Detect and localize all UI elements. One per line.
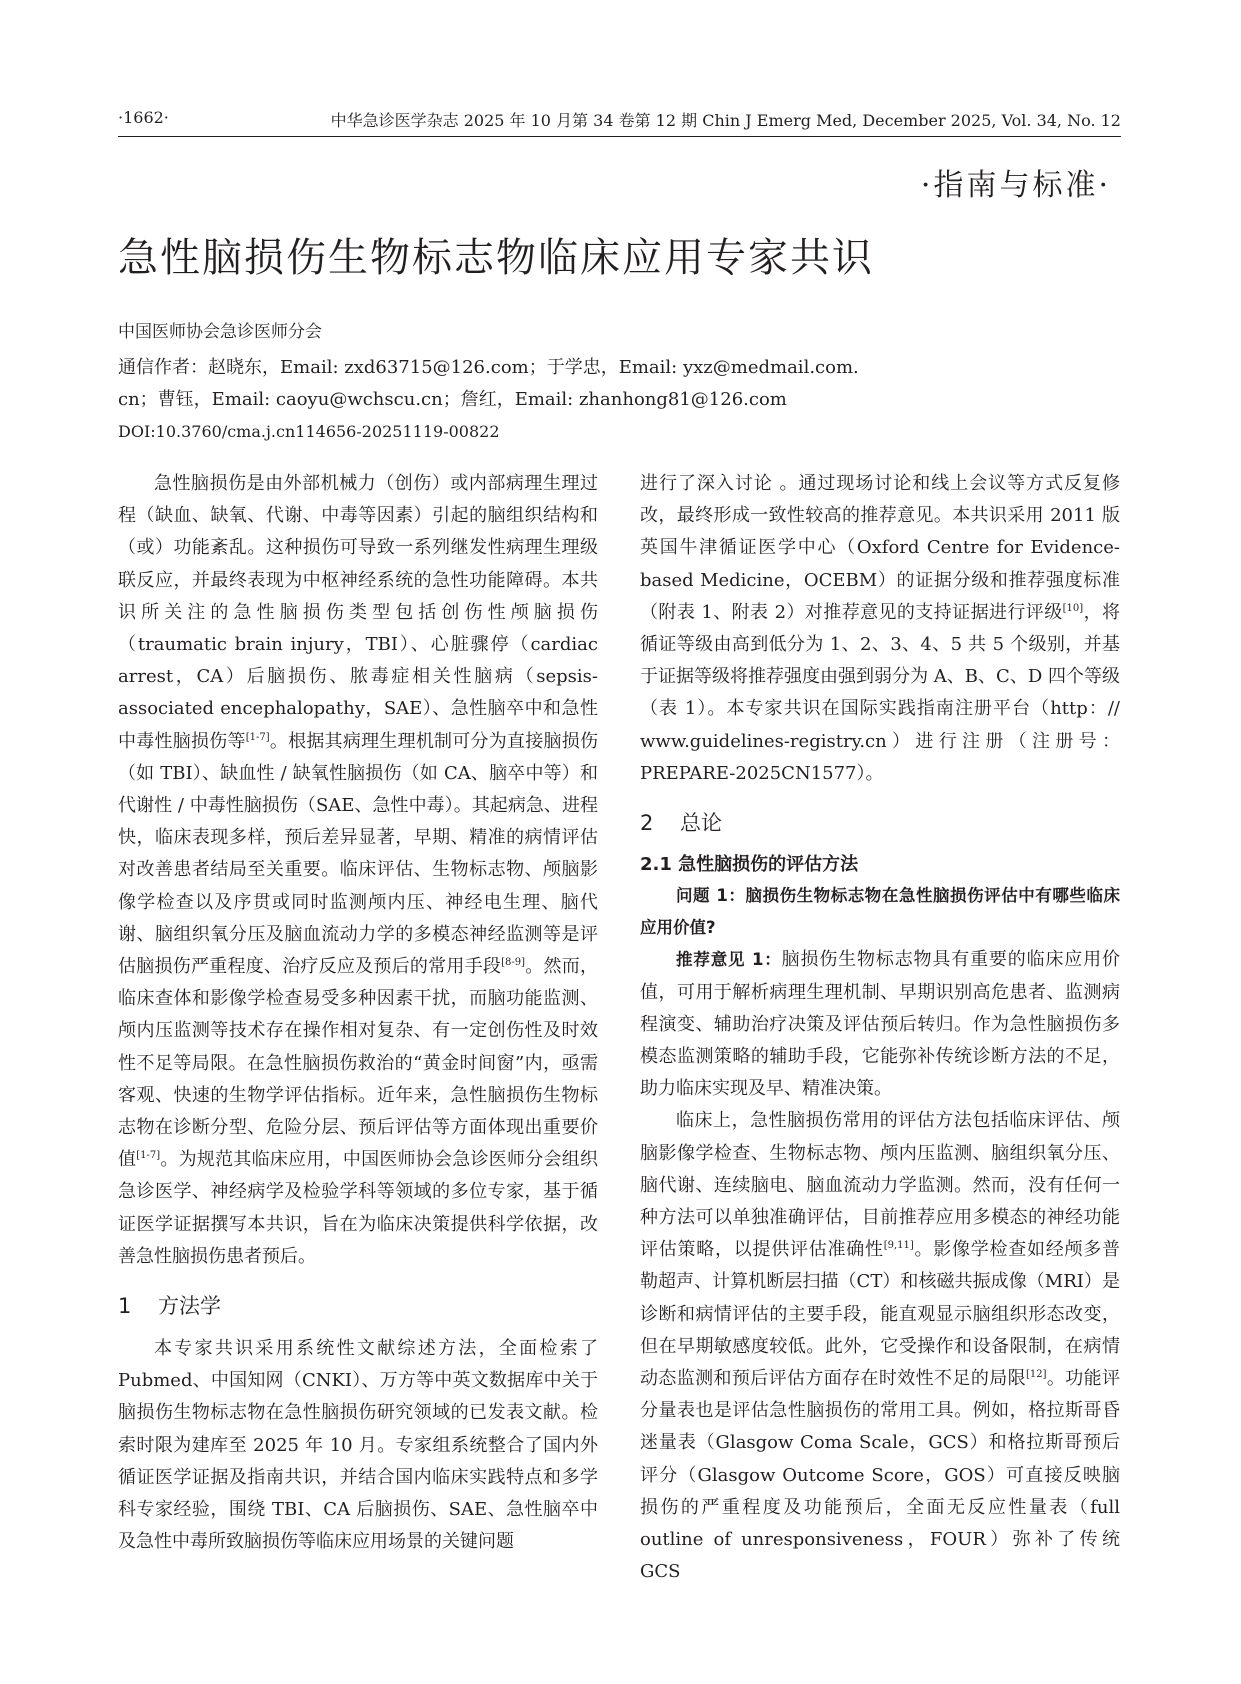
doi[interactable]: DOI:10.3760/cma.j.cn114656-20251119-00822 <box>118 422 500 441</box>
subsection-heading: 2.1 急性脑损伤的评估方法 <box>640 854 859 876</box>
clinical-text-b: 。影像学检查如经颅多普勒超声、计算机断层扫描（CT）和核磁共振成像（MRI）是诊断和病情评估的主要手段，能直观显示脑组织形态改变，但在早期敏感度较低。此外，它受操作和设备限制，在病情动态监测和预后评估方面存在时效性不足的局限 <box>640 1239 1121 1390</box>
intro-text-a: 急性脑损伤是由外部机械力（创伤）或内部病理生理过程（缺血、缺氧、代谢、中毒等因素）引起的脑组织结构和（或）功能紊乱。这种损伤可导致一系列继发性病理生理级联反应，并最终表现为中枢神经系统的急性功能障碍。本共识所关注的急性脑损伤类型包括创伤性颅脑损伤（traumatic brain injury，TBI）、心脏骤停（cardiac arrest，CA）后脑损伤、脓毒症相关性脑病（sepsis-associated encephalopathy，SAE）、急性脑卒中和急性中毒性脑损伤等 <box>118 473 598 752</box>
journal-header: 中华急诊医学杂志 2025 年 10 月第 34 卷第 12 期 Chin J Emerg Med, December 2025, Vol. 34, No. 12 <box>330 111 1121 130</box>
author-organization: 中国医师协会急诊医师分会 <box>118 322 322 342</box>
right-column <box>640 468 1120 1589</box>
author-block <box>118 316 1121 448</box>
intro-paragraph <box>118 468 598 1273</box>
citation[interactable]: [9,11] <box>883 1240 914 1252</box>
clinical-text-c: 。功能评分量表也是评估急性脑损伤的常用工具。例如，格拉斯哥昏迷量表（Glasgow Coma Scale，GCS）和格拉斯哥预后评分（Glasgow Outcome Score，GOS）可直接反映脑损伤的严重程度及功能预后，全面无反应性量表（full outline of unresponsiveness，FOUR）弥补了传统 GCS <box>640 1368 1120 1583</box>
question-text: 问题 1：脑损伤生物标志物在急性脑损伤评估中有哪些临床应用价值? <box>640 886 1120 938</box>
intro-text-d: 。为规范其临床应用，中国医师协会急诊医师分会组织急诊医学、神经病学及检验学科等领域的多位专家，基于循证医学证据撰写本共识，旨在为临床决策提供科学依据，改善急性脑损伤患者预后。 <box>118 1149 599 1267</box>
recommendation-text: 脑损伤生物标志物具有重要的临床应用价值，可用于解析病理生理机制、早期识别高危患者、监测病程演变、辅助治疗决策及评估预后转归。作为急性脑损伤多模态监测策略的辅助手段，它能弥补传统诊断方法的不足，助力临床实现及早、精准决策。 <box>640 949 1120 1100</box>
section-heading-overview <box>640 808 1120 838</box>
citation[interactable]: [12] <box>1025 1369 1047 1381</box>
methods-paragraph: 本专家共识采用系统性文献综述方法，全面检索了 Pubmed、中国知网（CNKI）、万方等中英文数据库中关于脑损伤生物标志物在急性脑损伤研究领域的已发表文献。检索时限为建库至 2025 年 10 月。专家组系统整合了国内外循证医学证据及指南共识，并结合国内临床实践特点和多学科专家经验，围绕 TBI、CA 后脑损伤、SAE、急性脑卒中及急性中毒所致脑损伤等临床应用场景的关键问题 <box>118 1338 598 1553</box>
header-rule <box>118 136 1121 137</box>
citation[interactable]: [1-7] <box>136 1150 161 1162</box>
intro-text-c: 。然而，临床查体和影像学检查易受多种因素干扰，而脑功能监测、颅内压监测等技术存在操作相对复杂、有一定创伤性及时效性不足等局限。在急性脑损伤救治的“黄金时间窗”内，亟需客观、快速的生物学评估指标。近年来，急性脑损伤生物标志物在诊断分型、危险分层、预后评估等方面体现出重要价值 <box>118 956 599 1171</box>
left-column <box>118 468 598 1559</box>
section-number: 1 <box>118 1294 132 1319</box>
recommendation-label: 推荐意见 1： <box>676 950 782 970</box>
article-title: 急性脑损伤生物标志物临床应用专家共识 <box>118 235 874 281</box>
correspondence-line-2: cn；曹钰，Email: caoyu@wchscu.cn；詹红，Email: zhanhong81@126.com <box>118 389 787 410</box>
methods-paragraph-continued <box>640 468 1120 790</box>
column-label: ·指南与标准· <box>920 168 1111 203</box>
question-1 <box>640 880 1120 944</box>
section-title: 方法学 <box>158 1294 221 1319</box>
intro-text-b: 。根据其病理生理机制可分为直接脑损伤（如 TBI）、缺血性 / 缺氧性脑损伤（如 CA、脑卒中等）和代谢性 / 中毒性脑损伤（SAE、急性中毒）。其起病急、进程快，临床表现多样，预后差异显著，早期、精准的病情评估对改善患者结局至关重要。临床评估、生物标志物、颅脑影像学检查以及序贯或同时监测颅内压、神经电生理、脑代谢、脑组织氧分压及脑血流动力学的多模态神经监测等是评估脑损伤严重程度、治疗反应及预后的常用手段 <box>118 730 599 978</box>
clinical-text-a: 临床上，急性脑损伤常用的评估方法包括临床评估、颅脑影像学检查、生物标志物、颅内压监测、脑组织氧分压、脑代谢、连续脑电、脑血流动力学监测。然而，没有任何一种方法可以单独准确评估，目前推荐应用多模态的神经功能评估策略，以提供评估准确性 <box>640 1110 1120 1261</box>
section-number: 2 <box>640 811 654 836</box>
section-heading-methods <box>118 1291 598 1321</box>
clinical-paragraph <box>640 1105 1120 1588</box>
citation[interactable]: [1-7] <box>245 731 270 743</box>
recommendation-1 <box>640 944 1120 1105</box>
methods-cont-text-a: 进行了深入讨论 。通过现场讨论和线上会议等方式反复修改，最终形成一致性较高的推荐意见。本共识采用 2011 版英国牛津循证医学中心（Oxford Centre for Evidence-based Medicine，OCEBM）的证据分级和推荐强度标准（附表 1、附表 2）对推荐意见的支持证据进行评级 <box>640 473 1120 623</box>
section-title: 总论 <box>680 811 722 836</box>
methods-cont-text-b: ，将循证等级由高到低分为 1、2、3、4、5 共 5 个级别，并基于证据等级将推荐强度由强到弱分为 A、B、C、D 四个等级（表 1）。本专家共识在国际实践指南注册平台（http：// www.guidelines-registry.cn）进行注册（注册号：PREPARE-2025CN1577）。 <box>640 601 1120 784</box>
citation[interactable]: [8-9] <box>501 957 526 969</box>
citation[interactable]: [10] <box>1062 602 1084 614</box>
correspondence-line-1: 通信作者：赵晓东，Email: zxd63715@126.com；于学忠，Email: yxz@medmail.com. <box>118 357 859 378</box>
page-number: ·1662· <box>118 108 169 127</box>
